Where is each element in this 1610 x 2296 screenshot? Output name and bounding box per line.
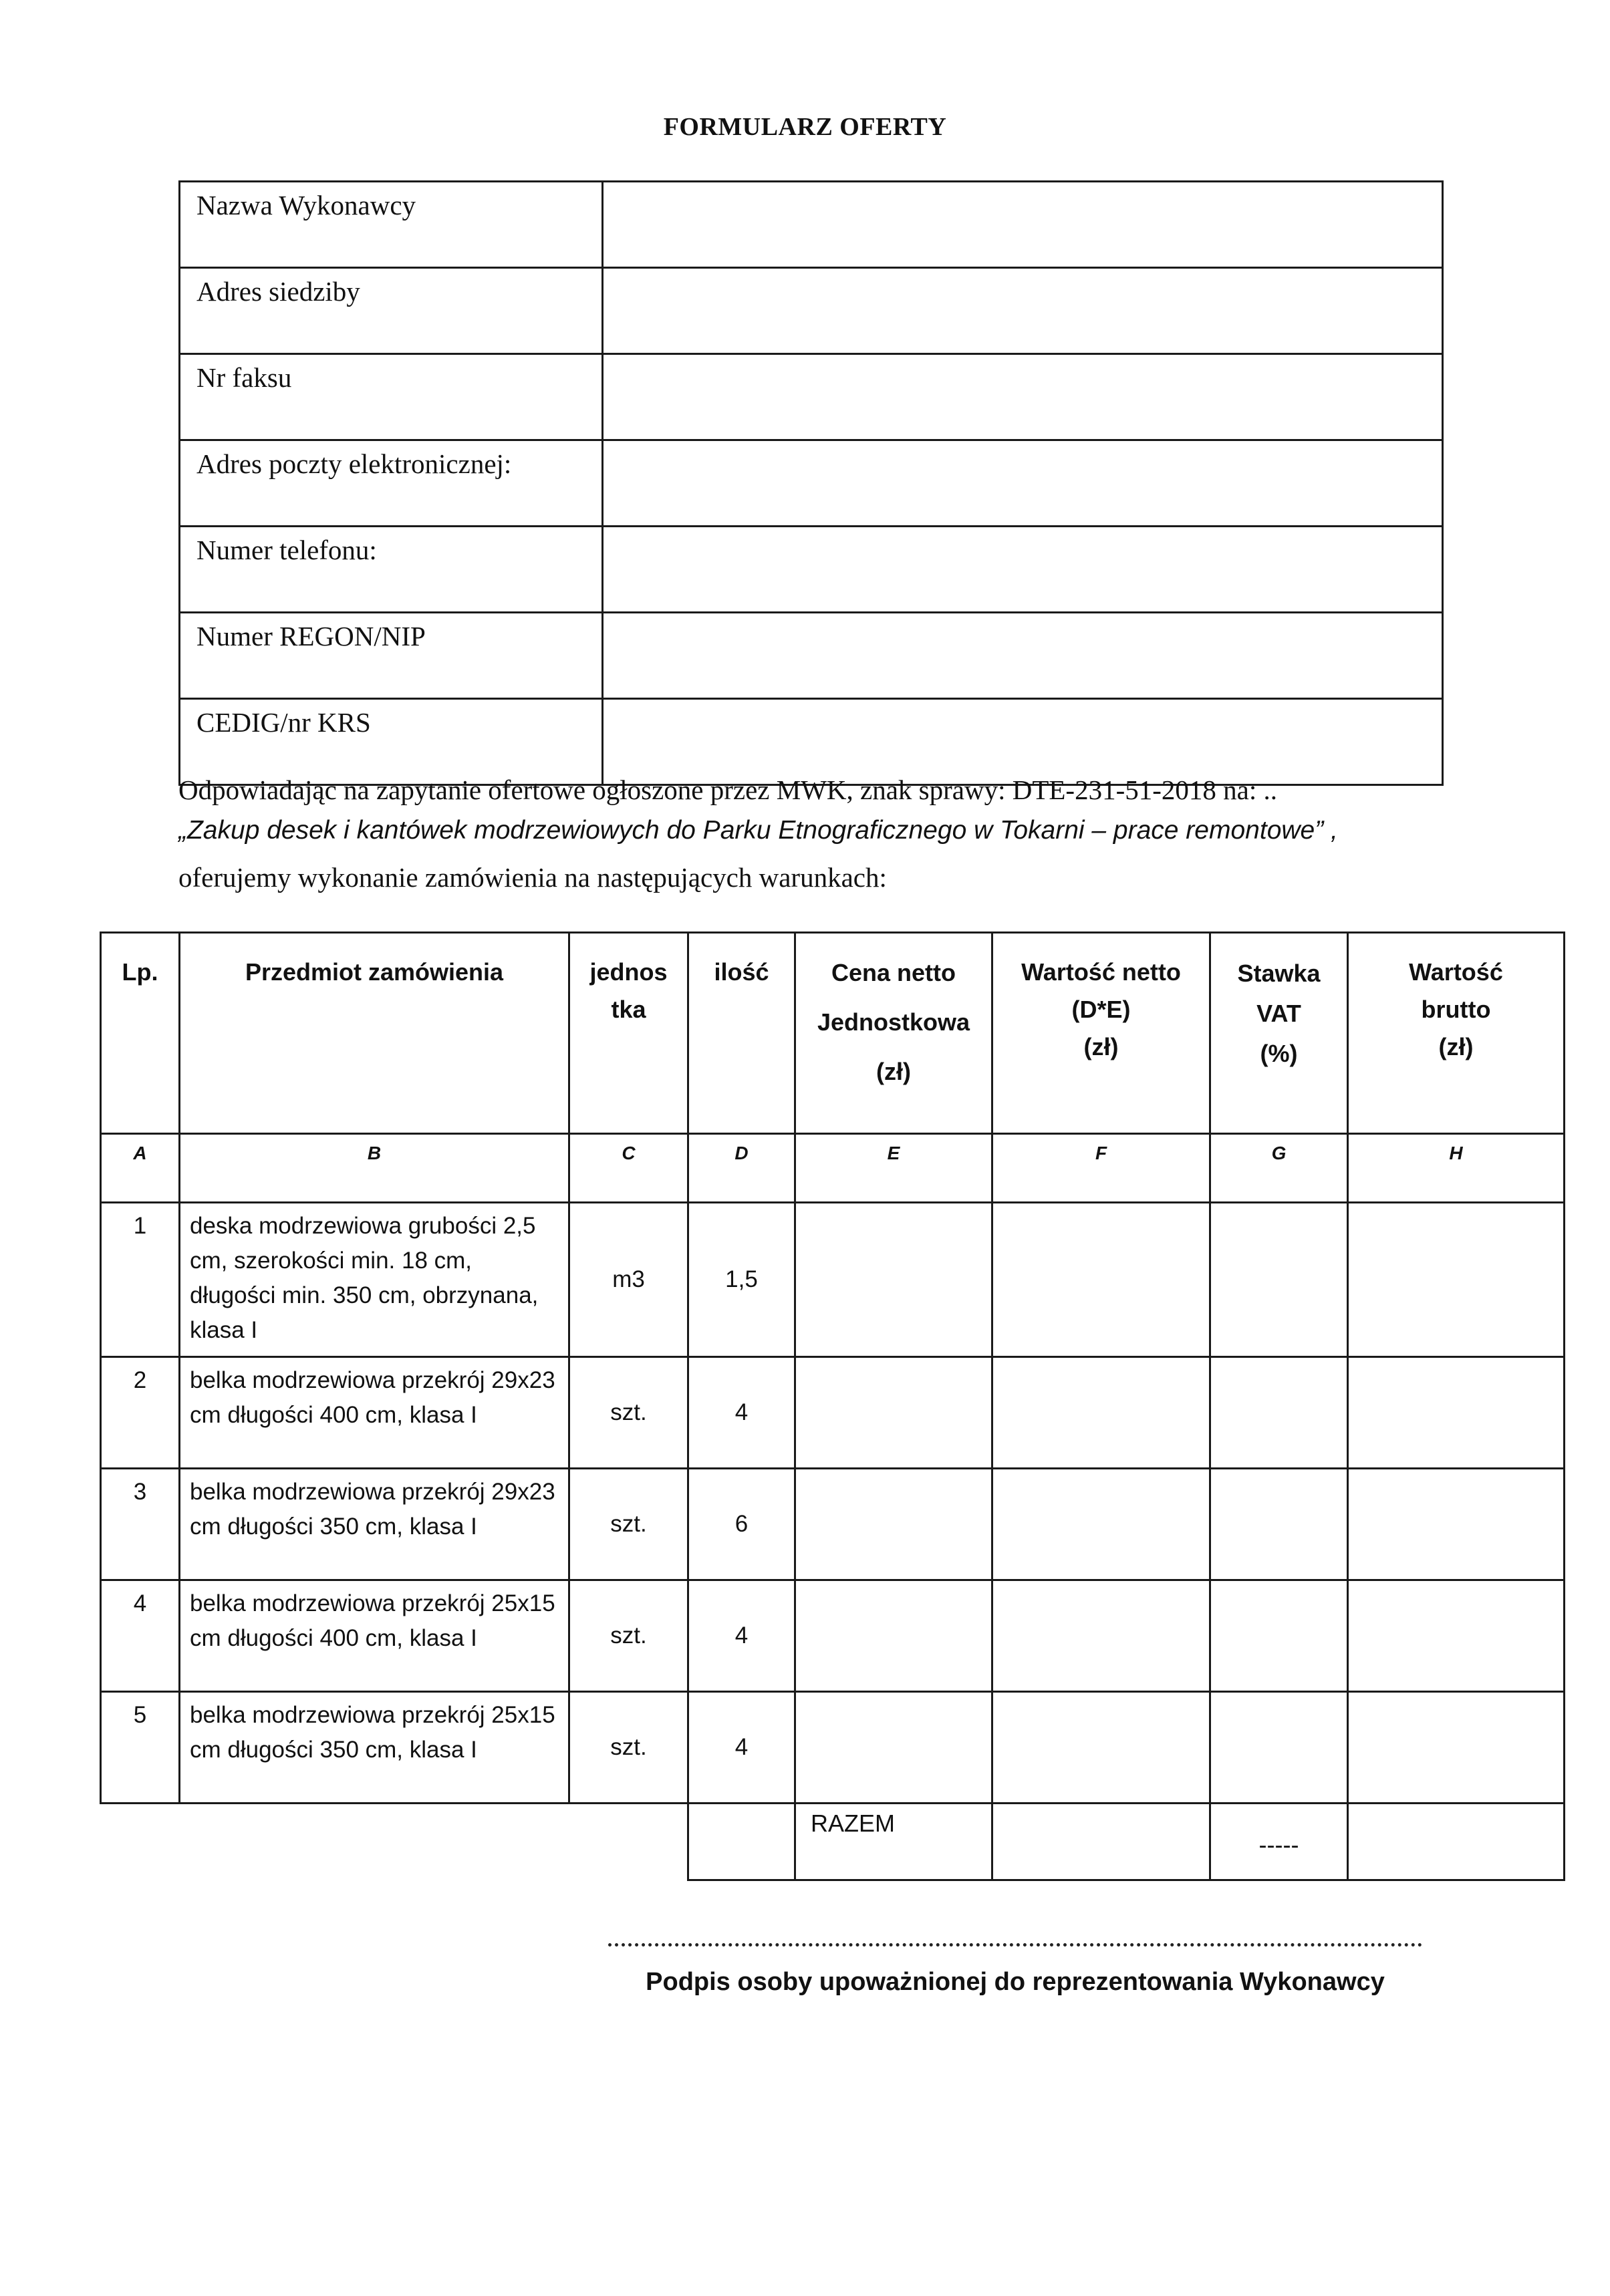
contractor-email-field[interactable] (603, 440, 1443, 527)
gross-value-field[interactable] (1348, 1203, 1565, 1357)
column-letter: E (795, 1134, 992, 1203)
net-value-field[interactable] (992, 1469, 1210, 1580)
table-row (101, 1203, 1565, 1357)
item-unit: m3 (569, 1203, 688, 1357)
contractor-details-table (178, 180, 1444, 786)
column-letter: H (1348, 1134, 1565, 1203)
net-value-field[interactable] (992, 1580, 1210, 1692)
vat-rate-field[interactable] (1210, 1580, 1348, 1692)
item-quantity: 1,5 (688, 1203, 795, 1357)
contractor-field-label: Numer telefonu: (180, 527, 603, 613)
table-row (101, 1357, 1565, 1469)
header-label: Cena netto Jednostkowa (zł) (817, 959, 970, 1085)
unit-price-field[interactable] (795, 1469, 992, 1580)
header-label: jednos tka (589, 958, 668, 1023)
contractor-name-field[interactable] (603, 182, 1443, 268)
row-number: 5 (101, 1692, 180, 1804)
gross-value-field[interactable] (1348, 1580, 1565, 1692)
item-unit: szt. (569, 1692, 688, 1804)
intro-conditions-text: oferujemy wykonanie zamówienia na następujących warunkach: (178, 862, 887, 893)
unit-price-field[interactable] (795, 1692, 992, 1804)
net-value-field[interactable] (992, 1203, 1210, 1357)
item-unit: szt. (569, 1357, 688, 1469)
total-row-spacer (101, 1804, 688, 1880)
column-letters-row (101, 1134, 1565, 1203)
item-description: deska modrzewiowa grubości 2,5 cm, szerokości min. 18 cm, długości min. 350 cm, obrzynana, klasa I (180, 1203, 569, 1357)
vat-rate-field[interactable] (1210, 1357, 1348, 1469)
item-description: belka modrzewiowa przekrój 29x23 cm długości 400 cm, klasa I (180, 1357, 569, 1469)
row-number: 4 (101, 1580, 180, 1692)
column-header (180, 933, 569, 1134)
item-description: belka modrzewiowa przekrój 25x15 cm długości 400 cm, klasa I (180, 1580, 569, 1692)
column-letter: G (1210, 1134, 1348, 1203)
contractor-field-label: Numer REGON/NIP (180, 613, 603, 699)
unit-price-field[interactable] (795, 1203, 992, 1357)
net-value-field[interactable] (992, 1357, 1210, 1469)
column-header (101, 933, 180, 1134)
unit-price-field[interactable] (795, 1357, 992, 1469)
column-letter: D (688, 1134, 795, 1203)
gross-value-field[interactable] (1348, 1692, 1565, 1804)
table-row (101, 1692, 1565, 1804)
total-net-field[interactable] (992, 1804, 1210, 1880)
contractor-row (180, 613, 1443, 699)
contractor-row (180, 268, 1443, 354)
vat-rate-field[interactable] (1210, 1692, 1348, 1804)
order-subject-text: „Zakup desek i kantówek modrzewiowych do Parku Etnograficznego w Tokarni – prace remontowe” , (178, 816, 1338, 845)
intro-text: Odpowiadając na zapytanie ofertowe ogłoszone przez MWK, znak sprawy: DTE-231-51-2018 na: .. (178, 774, 1277, 805)
row-number: 1 (101, 1203, 180, 1357)
header-label: Stawka VAT (%) (1237, 960, 1321, 1067)
signature-line[interactable] (608, 1943, 1422, 1947)
item-quantity: 4 (688, 1580, 795, 1692)
row-number: 2 (101, 1357, 180, 1469)
item-unit: szt. (569, 1580, 688, 1692)
item-quantity: 4 (688, 1692, 795, 1804)
header-label: Przedmiot zamówienia (245, 958, 504, 986)
column-header (795, 933, 992, 1134)
header-label: Wartość netto (D*E) (zł) (1021, 958, 1181, 1060)
table-header-row (101, 933, 1565, 1134)
column-letter: B (180, 1134, 569, 1203)
column-header (569, 933, 688, 1134)
column-header (992, 933, 1210, 1134)
item-quantity: 4 (688, 1357, 795, 1469)
contractor-phone-field[interactable] (603, 527, 1443, 613)
contractor-field-label: Adres poczty elektronicznej: (180, 440, 603, 527)
column-letter: C (569, 1134, 688, 1203)
vat-rate-field[interactable] (1210, 1203, 1348, 1357)
total-empty-cell (688, 1804, 795, 1880)
order-table (100, 931, 1565, 1881)
contractor-field-label: Nr faksu (180, 354, 603, 440)
total-vat-dash: ----- (1210, 1804, 1348, 1880)
contractor-krs-field[interactable] (603, 699, 1443, 785)
contractor-row (180, 699, 1443, 785)
header-label: Wartość brutto (zł) (1409, 958, 1503, 1060)
column-letter: F (992, 1134, 1210, 1203)
unit-price-field[interactable] (795, 1580, 992, 1692)
contractor-field-label: Nazwa Wykonawcy (180, 182, 603, 268)
total-label: RAZEM (795, 1804, 992, 1880)
contractor-row (180, 527, 1443, 613)
contractor-row (180, 182, 1443, 268)
table-row (101, 1580, 1565, 1692)
signature-label: Podpis osoby upoważnionej do reprezentowania Wykonawcy (646, 1968, 1385, 1996)
column-header (1210, 933, 1348, 1134)
contractor-row (180, 354, 1443, 440)
item-quantity: 6 (688, 1469, 795, 1580)
row-number: 3 (101, 1469, 180, 1580)
form-title: FORMULARZ OFERTY (663, 113, 947, 141)
column-header (688, 933, 795, 1134)
contractor-address-field[interactable] (603, 268, 1443, 354)
gross-value-field[interactable] (1348, 1357, 1565, 1469)
gross-value-field[interactable] (1348, 1469, 1565, 1580)
table-row (101, 1469, 1565, 1580)
contractor-regon-nip-field[interactable] (603, 613, 1443, 699)
contractor-fax-field[interactable] (603, 354, 1443, 440)
item-description: belka modrzewiowa przekrój 29x23 cm długości 350 cm, klasa I (180, 1469, 569, 1580)
item-description: belka modrzewiowa przekrój 25x15 cm długości 350 cm, klasa I (180, 1692, 569, 1804)
vat-rate-field[interactable] (1210, 1469, 1348, 1580)
contractor-field-label: CEDIG/nr KRS (180, 699, 603, 785)
contractor-row (180, 440, 1443, 527)
header-label: Lp. (122, 958, 158, 986)
column-letter: A (101, 1134, 180, 1203)
column-header (1348, 933, 1565, 1134)
net-value-field[interactable] (992, 1692, 1210, 1804)
total-row (101, 1804, 1565, 1880)
item-unit: szt. (569, 1469, 688, 1580)
contractor-field-label: Adres siedziby (180, 268, 603, 354)
total-gross-field[interactable] (1348, 1804, 1565, 1880)
header-label: ilość (714, 958, 769, 986)
